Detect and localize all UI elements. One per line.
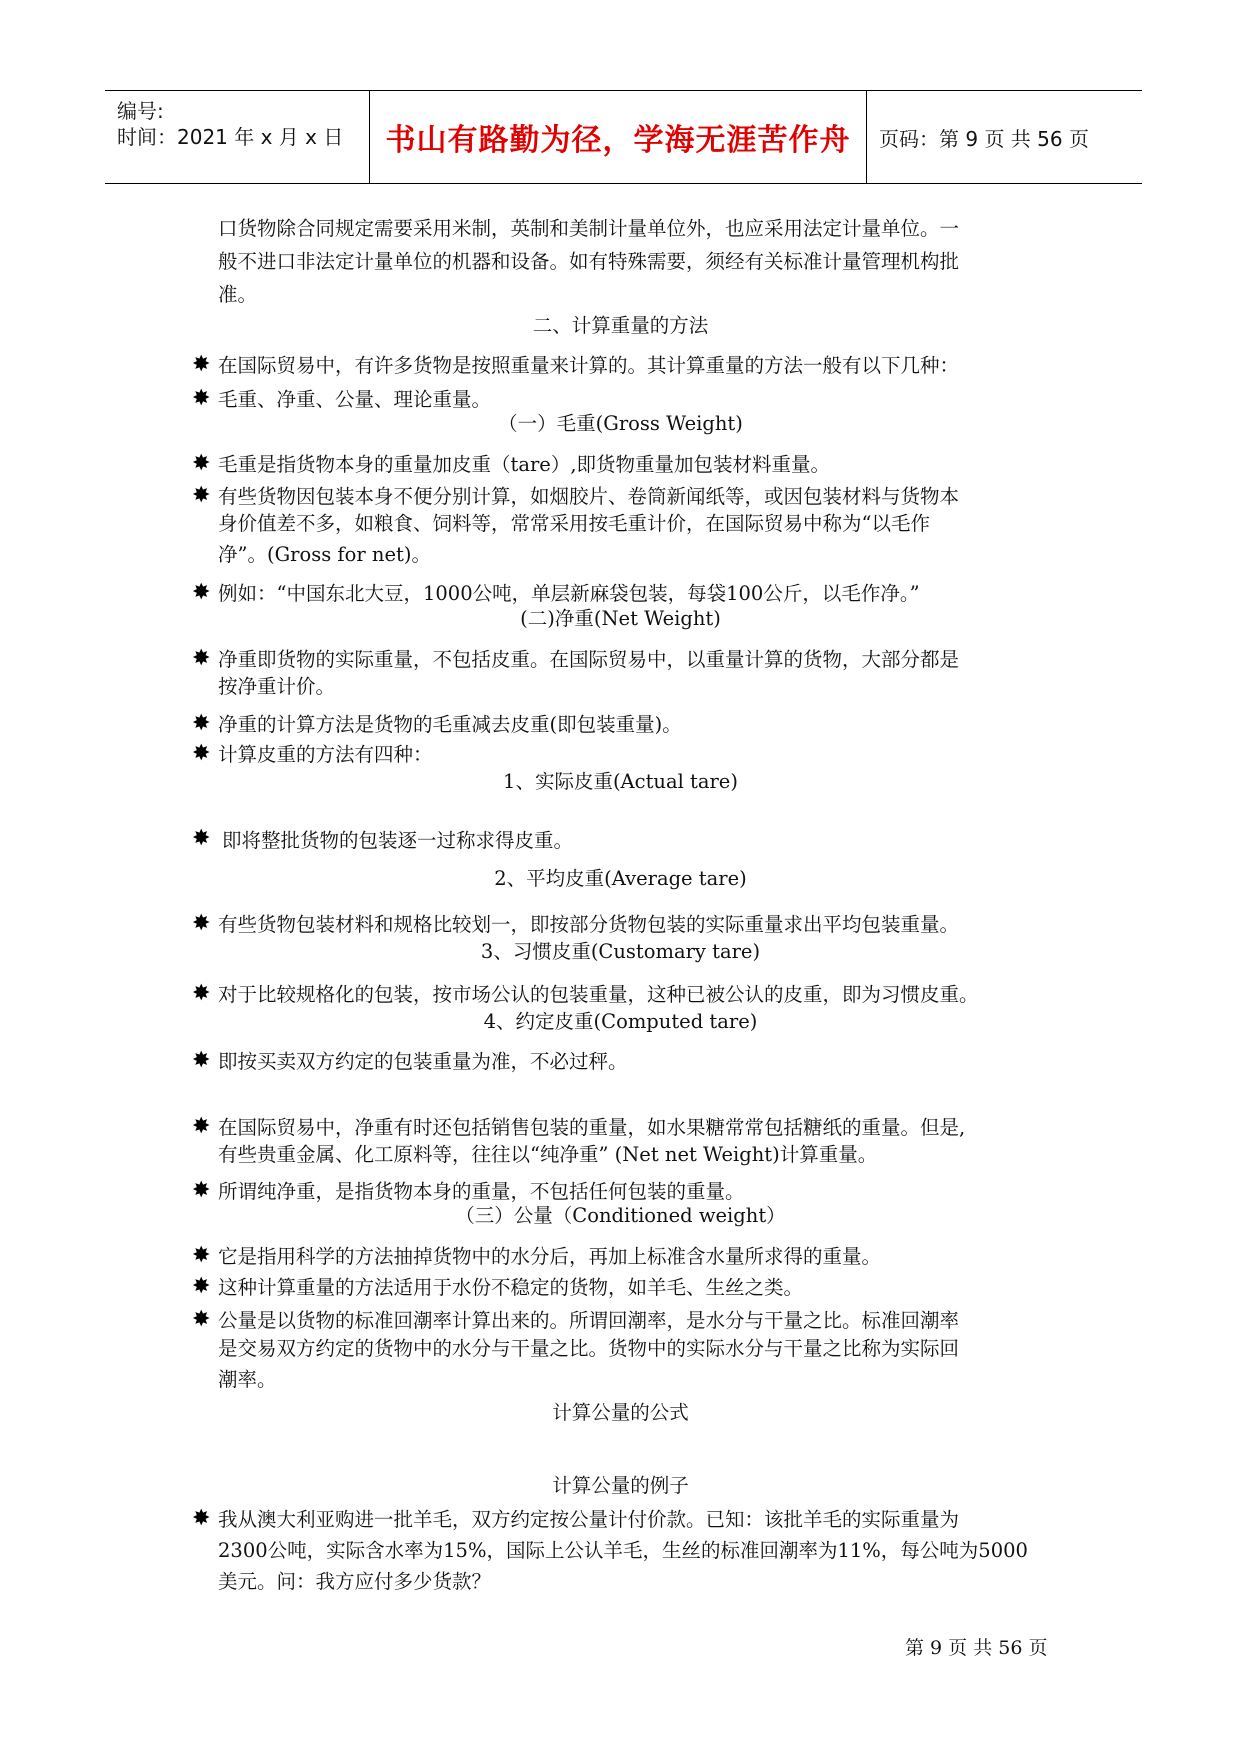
time-label: 时间：2021 年 x 月 x 日: [117, 125, 344, 149]
subsection-title: (二)净重(Net Weight): [520, 607, 721, 630]
star-bullet-icon: ✸: [192, 580, 211, 605]
star-bullet-icon: ✸: [192, 826, 211, 851]
bullet-text: 2300公吨，实际含水率为15%，国际上公认羊毛，生丝的标准回潮率为11%，每公吨为5000: [218, 1539, 1028, 1562]
star-bullet-icon: ✸: [192, 451, 211, 476]
star-bullet-icon: ✸: [192, 1048, 211, 1073]
bullet-text: 我从澳大利亚购进一批羊毛，双方约定按公量计付价款。已知：该批羊毛的实际重量为: [218, 1508, 960, 1531]
tare-method-title: 2、平均皮重(Average tare): [494, 867, 747, 890]
bullet-text: 美元。问：我方应付多少货款？: [218, 1570, 492, 1593]
section-title: 二、计算重量的方法: [532, 314, 709, 337]
star-bullet-icon: ✸: [192, 352, 211, 377]
star-bullet-icon: ✸: [192, 1307, 211, 1332]
bullet-text: 有些货物因包装本身不便分别计算，如烟胶片、卷筒新闻纸等，或因包装材料与货物本: [218, 485, 960, 508]
bullet-text: 计算皮重的方法有四种：: [218, 743, 433, 766]
star-bullet-icon: ✸: [192, 1506, 211, 1531]
intro-line: 准。: [218, 283, 258, 306]
bullet-text: 毛重、净重、公量、理论重量。: [218, 388, 492, 411]
tare-method-title: 1、实际皮重(Actual tare): [503, 770, 738, 793]
bullet-text: 公量是以货物的标准回潮率计算出来的。所谓回潮率，是水分与干量之比。标准回潮率: [218, 1309, 960, 1332]
tare-method-title: 4、约定皮重(Computed tare): [483, 1010, 758, 1033]
star-bullet-icon: ✸: [192, 1114, 211, 1139]
bullet-text: 在国际贸易中，净重有时还包括销售包装的重量，如水果糖常常包括糖纸的重量。但是,: [218, 1116, 966, 1139]
page-info: 页码：第 9 页 共 56 页: [879, 126, 1089, 151]
subsection-title: （三）公量（Conditioned weight）: [455, 1204, 786, 1227]
bullet-text: 毛重是指货物本身的重量加皮重（tare）,即货物重量加包装材料重量。: [218, 453, 831, 476]
star-bullet-icon: ✸: [192, 911, 211, 936]
bullet-text: 在国际贸易中，有许多货物是按照重量来计算的。其计算重量的方法一般有以下几种：: [218, 354, 960, 377]
bullet-text: 有些货物包装材料和规格比较划一，即按部分货物包装的实际重量求出平均包装重量。: [218, 913, 960, 936]
bullet-text: 即按买卖双方约定的包装重量为准，不必过秤。: [218, 1050, 628, 1073]
bullet-text: 净”。(Gross for net)。: [218, 543, 431, 566]
example-title: 计算公量的例子: [552, 1474, 689, 1497]
bullet-text: 对于比较规格化的包装，按市场公认的包装重量，这种已被公认的皮重，即为习惯皮重。: [218, 983, 979, 1006]
bullet-text: 身价值差不多，如粮食、饲料等，常常采用按毛重计价，在国际贸易中称为“以毛作: [218, 512, 930, 535]
number-label: 编号:: [117, 99, 164, 123]
tare-method-title: 3、习惯皮重(Customary tare): [480, 940, 761, 963]
page-footer: 第 9 页 共 56 页: [905, 1637, 1048, 1659]
intro-line: 口货物除合同规定需要采用米制，英制和美制计量单位外，也应采用法定计量单位。一: [218, 217, 960, 240]
bullet-text: 净重即货物的实际重量，不包括皮重。在国际贸易中，以重量计算的货物，大部分都是: [218, 648, 960, 671]
bullet-text: 所谓纯净重，是指货物本身的重量，不包括任何包装的重量。: [218, 1180, 745, 1203]
star-bullet-icon: ✸: [192, 646, 211, 671]
star-bullet-icon: ✸: [192, 711, 211, 736]
bullet-text: 潮率。: [218, 1368, 277, 1391]
star-bullet-icon: ✸: [192, 1274, 211, 1299]
star-bullet-icon: ✸: [192, 386, 211, 411]
motto-text: 书山有路勤为径，学海无涯苦作舟: [385, 123, 851, 158]
star-bullet-icon: ✸: [192, 741, 211, 766]
bullet-text: 即将整批货物的包装逐一过称求得皮重。: [222, 829, 574, 852]
star-bullet-icon: ✸: [192, 1178, 211, 1203]
bullet-text: 它是指用科学的方法抽掉货物中的水分后，再加上标准含水量所求得的重量。: [218, 1245, 882, 1268]
formula-title: 计算公量的公式: [552, 1401, 689, 1424]
bullet-text: 净重的计算方法是货物的毛重减去皮重(即包装重量)。: [218, 713, 682, 736]
star-bullet-icon: ✸: [192, 981, 211, 1006]
star-bullet-icon: ✸: [192, 1243, 211, 1268]
bullet-text: 按净重计价。: [218, 675, 336, 698]
subsection-title: （一）毛重(Gross Weight): [498, 412, 743, 435]
bullet-text: 是交易双方约定的货物中的水分与干量之比。货物中的实际水分与干量之比称为实际回: [218, 1337, 960, 1360]
bullet-text: 这种计算重量的方法适用于水份不稳定的货物，如羊毛、生丝之类。: [218, 1276, 804, 1299]
bullet-text: 例如：“中国东北大豆，1000公吨，单层新麻袋包装，每袋100公斤，以毛作净。”: [218, 582, 920, 605]
bullet-text: 有些贵重金属、化工原料等，往往以“纯净重” (Net net Weight)计算重量。: [218, 1143, 878, 1166]
intro-line: 般不进口非法定计量单位的机器和设备。如有特殊需要，须经有关标准计量管理机构批: [218, 250, 960, 273]
star-bullet-icon: ✸: [192, 483, 211, 508]
